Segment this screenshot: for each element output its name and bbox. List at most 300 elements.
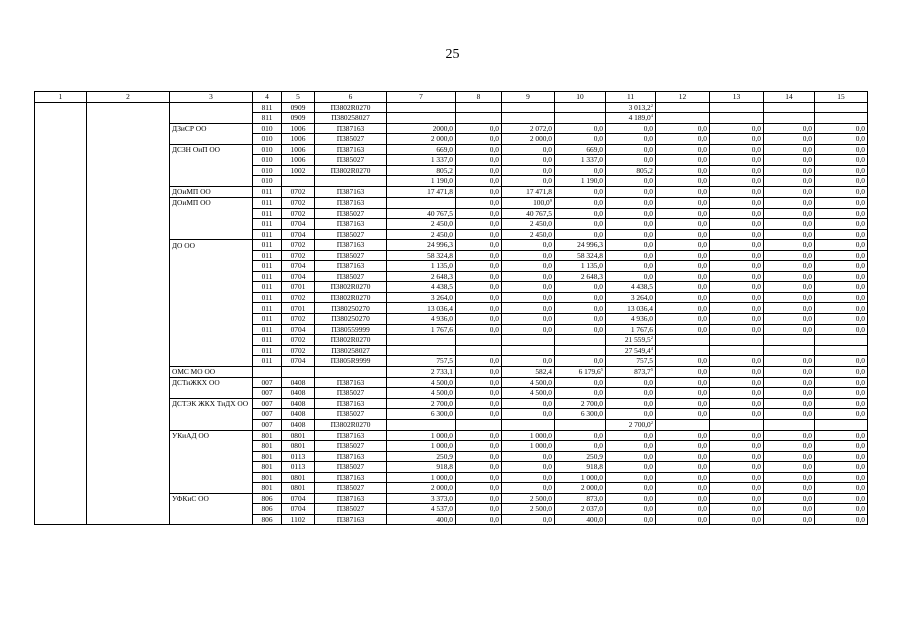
table-cell: [656, 366, 710, 377]
cell-value: 1 000,0: [430, 441, 453, 451]
table-cell: [815, 165, 868, 176]
table-cell: [764, 134, 815, 145]
cell-value: 0,0: [489, 144, 499, 154]
table-cell: [656, 208, 710, 219]
table-cell: [606, 282, 656, 293]
table-cell: [555, 472, 606, 483]
cell-value: 806: [261, 514, 273, 524]
cell-value: 1 767,6: [630, 324, 653, 334]
table-cell: [456, 345, 502, 356]
table-cell: [282, 123, 315, 134]
cell-value: 0,0: [489, 282, 499, 292]
table-cell: [456, 451, 502, 462]
cell-value: 4 936,0: [430, 314, 453, 324]
table-cell: [502, 335, 555, 346]
cell-value: П385027: [336, 208, 365, 218]
table-cell: [456, 409, 502, 420]
table-cell: [502, 134, 555, 145]
cell-value: 007: [261, 377, 273, 387]
cell-value: 0,0: [697, 377, 707, 387]
table-cell: [315, 292, 387, 303]
table-cell: [555, 292, 606, 303]
cell-value: 4 438,5: [430, 282, 453, 292]
cell-value: 0,0: [542, 472, 552, 482]
cell-value: П387163: [336, 123, 365, 133]
cell-value: 011: [261, 229, 273, 239]
cell-value: 0408: [290, 388, 306, 398]
cell-value: 0,0: [751, 123, 761, 133]
table-cell: [815, 462, 868, 473]
cell-value: П387163: [336, 493, 365, 503]
table-cell: [315, 261, 387, 272]
table-cell: [606, 219, 656, 230]
cell-value: 0,0: [751, 398, 761, 408]
cell-value: 011: [261, 324, 273, 334]
table-cell: [710, 356, 764, 367]
table-cell: [815, 335, 868, 346]
table-cell: [387, 229, 456, 240]
cell-value: 0,0: [489, 451, 499, 461]
table-cell: [815, 377, 868, 388]
cell-value: 2 450,0: [430, 219, 453, 229]
cell-value: 0,0: [643, 483, 653, 493]
cell-value: 0,0: [802, 155, 812, 165]
table-cell: [555, 208, 606, 219]
table-cell: [710, 144, 764, 155]
organization-cell: ДЗиСР ОО: [170, 123, 253, 144]
table-cell: [315, 409, 387, 420]
cell-value: 0702: [290, 314, 306, 324]
cell-value: 0,0: [751, 462, 761, 472]
table-cell: [456, 197, 502, 208]
cell-value: 0,0: [697, 208, 707, 218]
table-cell: [815, 261, 868, 272]
cell-value: 0,0: [489, 409, 499, 419]
cell-value: 0,0: [802, 240, 812, 250]
table-cell: [656, 462, 710, 473]
table-cell: [282, 377, 315, 388]
cell-value: 011: [261, 356, 273, 366]
table-cell: [656, 186, 710, 197]
table-cell: [815, 134, 868, 145]
table-cell: [764, 102, 815, 113]
cell-value: П385027: [336, 504, 365, 514]
table-cell: [282, 165, 315, 176]
table-cell: [606, 261, 656, 272]
table-cell: [606, 398, 656, 409]
table-cell: [815, 250, 868, 261]
cell-value: 0,0: [802, 314, 812, 324]
cell-value: 0,0: [643, 388, 653, 398]
table-cell: [502, 472, 555, 483]
table-cell: [456, 388, 502, 399]
cell-value: 0,0: [697, 292, 707, 302]
cell-value: 011: [261, 292, 273, 302]
cell-value: 0,0: [489, 240, 499, 250]
table-cell: [253, 335, 282, 346]
table-cell: [253, 186, 282, 197]
cell-value: 0,0: [489, 155, 499, 165]
organization-cell: ОМС МО ОО: [170, 366, 253, 377]
table-cell: [502, 186, 555, 197]
cell-value: П3802R0270: [330, 420, 371, 430]
cell-value: 0,0: [542, 356, 552, 366]
table-cell: [606, 335, 656, 346]
cell-value: 0,0: [855, 176, 865, 186]
table-cell: [456, 186, 502, 197]
cell-value: 0,0: [489, 208, 499, 218]
table-cell: [502, 313, 555, 324]
cell-value: 21 559,5: [624, 335, 651, 345]
table-cell: [555, 113, 606, 124]
cell-value: П385027: [336, 271, 365, 281]
cell-value: 0,0: [697, 430, 707, 440]
cell-value: 0,0: [751, 451, 761, 461]
cell-value: П387163: [336, 514, 365, 524]
cell-value: 24 996,3: [427, 240, 453, 250]
cell-value: 0,0: [489, 430, 499, 440]
table-cell: [282, 388, 315, 399]
cell-value: 010: [261, 144, 273, 154]
table-cell: [502, 430, 555, 441]
table-cell: [815, 292, 868, 303]
cell-value: 4 500,0: [430, 388, 453, 398]
cell-value: 0702: [290, 292, 306, 302]
table-cell: [555, 345, 606, 356]
cell-value: 0,0: [697, 356, 707, 366]
table-cell: [282, 514, 315, 525]
cell-value: 0,0: [751, 198, 761, 208]
table-cell: [815, 504, 868, 515]
table-row: [35, 102, 868, 113]
table-cell: [656, 472, 710, 483]
cell-value: П387163: [336, 144, 365, 154]
cell-value: 0,0: [489, 472, 499, 482]
cell-value: 0,0: [542, 292, 552, 302]
table-cell: [502, 292, 555, 303]
table-cell: [710, 493, 764, 504]
table-cell: [456, 208, 502, 219]
cell-value: 0,0: [542, 483, 552, 493]
table-cell: [502, 493, 555, 504]
organization-cell: ДОиМП ОО: [170, 186, 253, 197]
cell-value: 0,0: [697, 462, 707, 472]
table-cell: [387, 377, 456, 388]
cell-value: 0,0: [697, 261, 707, 271]
cell-value: 0,0: [697, 451, 707, 461]
table-cell: [815, 113, 868, 124]
table-cell: [555, 419, 606, 430]
cell-value: 1 000,0: [430, 472, 453, 482]
table-cell: [764, 493, 815, 504]
cell-value: 2 648,3: [430, 271, 453, 281]
cell-value: 0704: [290, 229, 306, 239]
table-cell: [764, 451, 815, 462]
table-cell: [282, 229, 315, 240]
table-cell: [606, 430, 656, 441]
cell-value: 806: [261, 504, 273, 514]
table-cell: [555, 134, 606, 145]
cell-value: 3 013,2: [628, 102, 651, 112]
table-cell: [456, 144, 502, 155]
table-cell: [502, 155, 555, 166]
cell-value: 757,5: [636, 356, 653, 366]
cell-value: 4 500,0: [529, 388, 552, 398]
table-cell: [606, 208, 656, 219]
table-cell: [282, 441, 315, 452]
table-cell: [656, 155, 710, 166]
cell-value: 27 549,4: [624, 345, 651, 355]
cell-value: 0,0: [855, 261, 865, 271]
table-cell: [606, 229, 656, 240]
cell-value: 0,0: [855, 398, 865, 408]
cell-value: 0,0: [697, 303, 707, 313]
cell-value: 0,0: [489, 388, 499, 398]
cell-value: 0,0: [802, 493, 812, 503]
organization-cell: ДСТиЖКХ ОО: [170, 377, 253, 398]
cell-value: 0,0: [697, 271, 707, 281]
cell-value: 0,0: [643, 240, 653, 250]
table-cell: [606, 366, 656, 377]
table-cell: [815, 271, 868, 282]
table-cell: [253, 229, 282, 240]
cell-value: 0,0: [855, 240, 865, 250]
table-cell: [315, 250, 387, 261]
cell-value: 0,0: [751, 314, 761, 324]
table-cell: [253, 345, 282, 356]
table-cell: [315, 123, 387, 134]
table-cell: [253, 123, 282, 134]
cell-value: 1006: [290, 155, 306, 165]
table-cell: [764, 345, 815, 356]
table-cell: [656, 197, 710, 208]
table-cell: [710, 176, 764, 187]
cell-value: 4 537,0: [430, 504, 453, 514]
table-cell: [502, 229, 555, 240]
table-cell: [315, 451, 387, 462]
cell-value: 0,0: [802, 165, 812, 175]
cell-value: 0,0: [855, 250, 865, 260]
cell-value: 0,0: [855, 282, 865, 292]
cell-value: 0,0: [489, 314, 499, 324]
table-cell: [253, 430, 282, 441]
cell-value: 0,0: [593, 324, 603, 334]
cell-value: 0,0: [802, 250, 812, 260]
table-cell: [555, 514, 606, 525]
table-cell: [815, 123, 868, 134]
table-cell: [387, 123, 456, 134]
cell-value: 0,0: [751, 409, 761, 419]
cell-value: 0,0: [802, 409, 812, 419]
cell-value: 0,0: [542, 314, 552, 324]
cell-value: 0,0: [802, 462, 812, 472]
header-cell: 7: [387, 92, 456, 103]
table-cell: [387, 186, 456, 197]
cell-value: 0,0: [751, 208, 761, 218]
table-cell: [387, 430, 456, 441]
cell-value: 011: [261, 219, 273, 229]
cell-value: 17 471,8: [526, 187, 552, 197]
table-cell: [764, 419, 815, 430]
cell-value: 0701: [290, 303, 306, 313]
table-cell: [764, 483, 815, 494]
table-cell: [315, 345, 387, 356]
table-cell: [387, 388, 456, 399]
table-cell: [282, 303, 315, 314]
table-cell: [710, 398, 764, 409]
table-cell: [315, 504, 387, 515]
cell-value: 0,0: [855, 356, 865, 366]
footnote-marker: 2: [650, 420, 653, 426]
cell-value: 0,0: [802, 377, 812, 387]
cell-value: 0,0: [697, 176, 707, 186]
cell-value: 801: [261, 472, 273, 482]
cell-value: 0702: [290, 345, 306, 355]
table-cell: [387, 303, 456, 314]
table-cell: [555, 493, 606, 504]
cell-value: 0,0: [643, 187, 653, 197]
table-cell: [710, 366, 764, 377]
cell-value: 0,0: [542, 240, 552, 250]
cell-value: 0,0: [751, 187, 761, 197]
cell-value: 0,0: [697, 155, 707, 165]
header-cell: 6: [315, 92, 387, 103]
table-cell: [764, 229, 815, 240]
table-cell: [315, 155, 387, 166]
cell-value: 010: [261, 165, 273, 175]
table-cell: [387, 250, 456, 261]
cell-value: 250,9: [586, 451, 603, 461]
table-cell: [282, 356, 315, 367]
cell-value: 6 179,6: [578, 367, 601, 377]
table-cell: [656, 419, 710, 430]
cell-value: 0704: [290, 219, 306, 229]
cell-value: 0,0: [697, 398, 707, 408]
table-cell: [656, 123, 710, 134]
cell-value: 0,0: [542, 282, 552, 292]
cell-value: 0,0: [855, 483, 865, 493]
table-cell: [387, 514, 456, 525]
table-cell: [555, 313, 606, 324]
table-cell: [710, 261, 764, 272]
table-cell: [502, 176, 555, 187]
table-cell: [315, 186, 387, 197]
cell-value: 1 000,0: [529, 441, 552, 451]
table-cell: [315, 462, 387, 473]
cell-value: 2 000,0: [430, 134, 453, 144]
header-cell: 12: [656, 92, 710, 103]
cell-value: 0,0: [802, 514, 812, 524]
cell-value: 0,0: [802, 271, 812, 281]
cell-value: 007: [261, 398, 273, 408]
cell-value: 0,0: [489, 123, 499, 133]
cell-value: 811: [261, 102, 273, 112]
cell-value: 0,0: [697, 144, 707, 154]
table-cell: [606, 123, 656, 134]
cell-value: 0,0: [643, 219, 653, 229]
cell-value: 0,0: [593, 208, 603, 218]
table-cell: [606, 113, 656, 124]
table-cell: [282, 134, 315, 145]
table-cell: [555, 303, 606, 314]
cell-value: 0,0: [855, 198, 865, 208]
cell-value: 0,0: [697, 441, 707, 451]
cell-value: 0,0: [593, 388, 603, 398]
table-cell: [656, 324, 710, 335]
table-cell: [656, 441, 710, 452]
table-cell: [606, 102, 656, 113]
table-cell: [456, 123, 502, 134]
table-cell: [656, 176, 710, 187]
table-cell: [764, 388, 815, 399]
cell-value: 0801: [290, 441, 306, 451]
cell-value: 0408: [290, 409, 306, 419]
table-cell: [456, 261, 502, 272]
cell-value: 0,0: [489, 356, 499, 366]
table-cell: [456, 102, 502, 113]
cell-value: П387163: [336, 472, 365, 482]
table-cell: [253, 219, 282, 230]
cell-value: 0,0: [855, 292, 865, 302]
cell-value: 0,0: [489, 261, 499, 271]
cell-value: 0,0: [697, 388, 707, 398]
table-cell: [764, 514, 815, 525]
table-cell: [282, 176, 315, 187]
cell-value: 0,0: [697, 493, 707, 503]
table-cell: [387, 165, 456, 176]
cell-value: 011: [261, 240, 273, 250]
table-cell: [282, 366, 315, 377]
table-cell: [387, 155, 456, 166]
table-cell: [656, 229, 710, 240]
header-cell: 11: [606, 92, 656, 103]
table-cell: [656, 377, 710, 388]
cell-value: 918,8: [586, 462, 603, 472]
cell-value: 010: [261, 155, 273, 165]
table-cell: [387, 335, 456, 346]
cell-value: 0,0: [751, 261, 761, 271]
table-cell: [253, 155, 282, 166]
cell-value: 0,0: [697, 240, 707, 250]
table-cell: [555, 176, 606, 187]
cell-value: 0,0: [697, 229, 707, 239]
cell-value: 0704: [290, 493, 306, 503]
header-cell: 3: [170, 92, 253, 103]
cell-value: 0,0: [542, 324, 552, 334]
table-cell: [502, 250, 555, 261]
table-cell: [502, 113, 555, 124]
cell-value: 0,0: [751, 514, 761, 524]
cell-value: 0,0: [489, 441, 499, 451]
cell-value: 40 767,5: [526, 208, 552, 218]
cell-value: 0,0: [751, 430, 761, 440]
organization-cell: ДСЗН ОиП ОО: [170, 144, 253, 186]
table-cell: [606, 292, 656, 303]
cell-value: 669,0: [436, 144, 453, 154]
table-cell: [253, 493, 282, 504]
table-cell: [253, 462, 282, 473]
cell-value: 0,0: [593, 441, 603, 451]
table-cell: [815, 282, 868, 293]
cell-value: 0,0: [751, 441, 761, 451]
table-cell: [815, 345, 868, 356]
table-cell: [555, 451, 606, 462]
table-cell: [656, 514, 710, 525]
cell-value: 0,0: [855, 134, 865, 144]
table-cell: [456, 324, 502, 335]
cell-value: П387163: [336, 219, 365, 229]
table-cell: [606, 240, 656, 251]
